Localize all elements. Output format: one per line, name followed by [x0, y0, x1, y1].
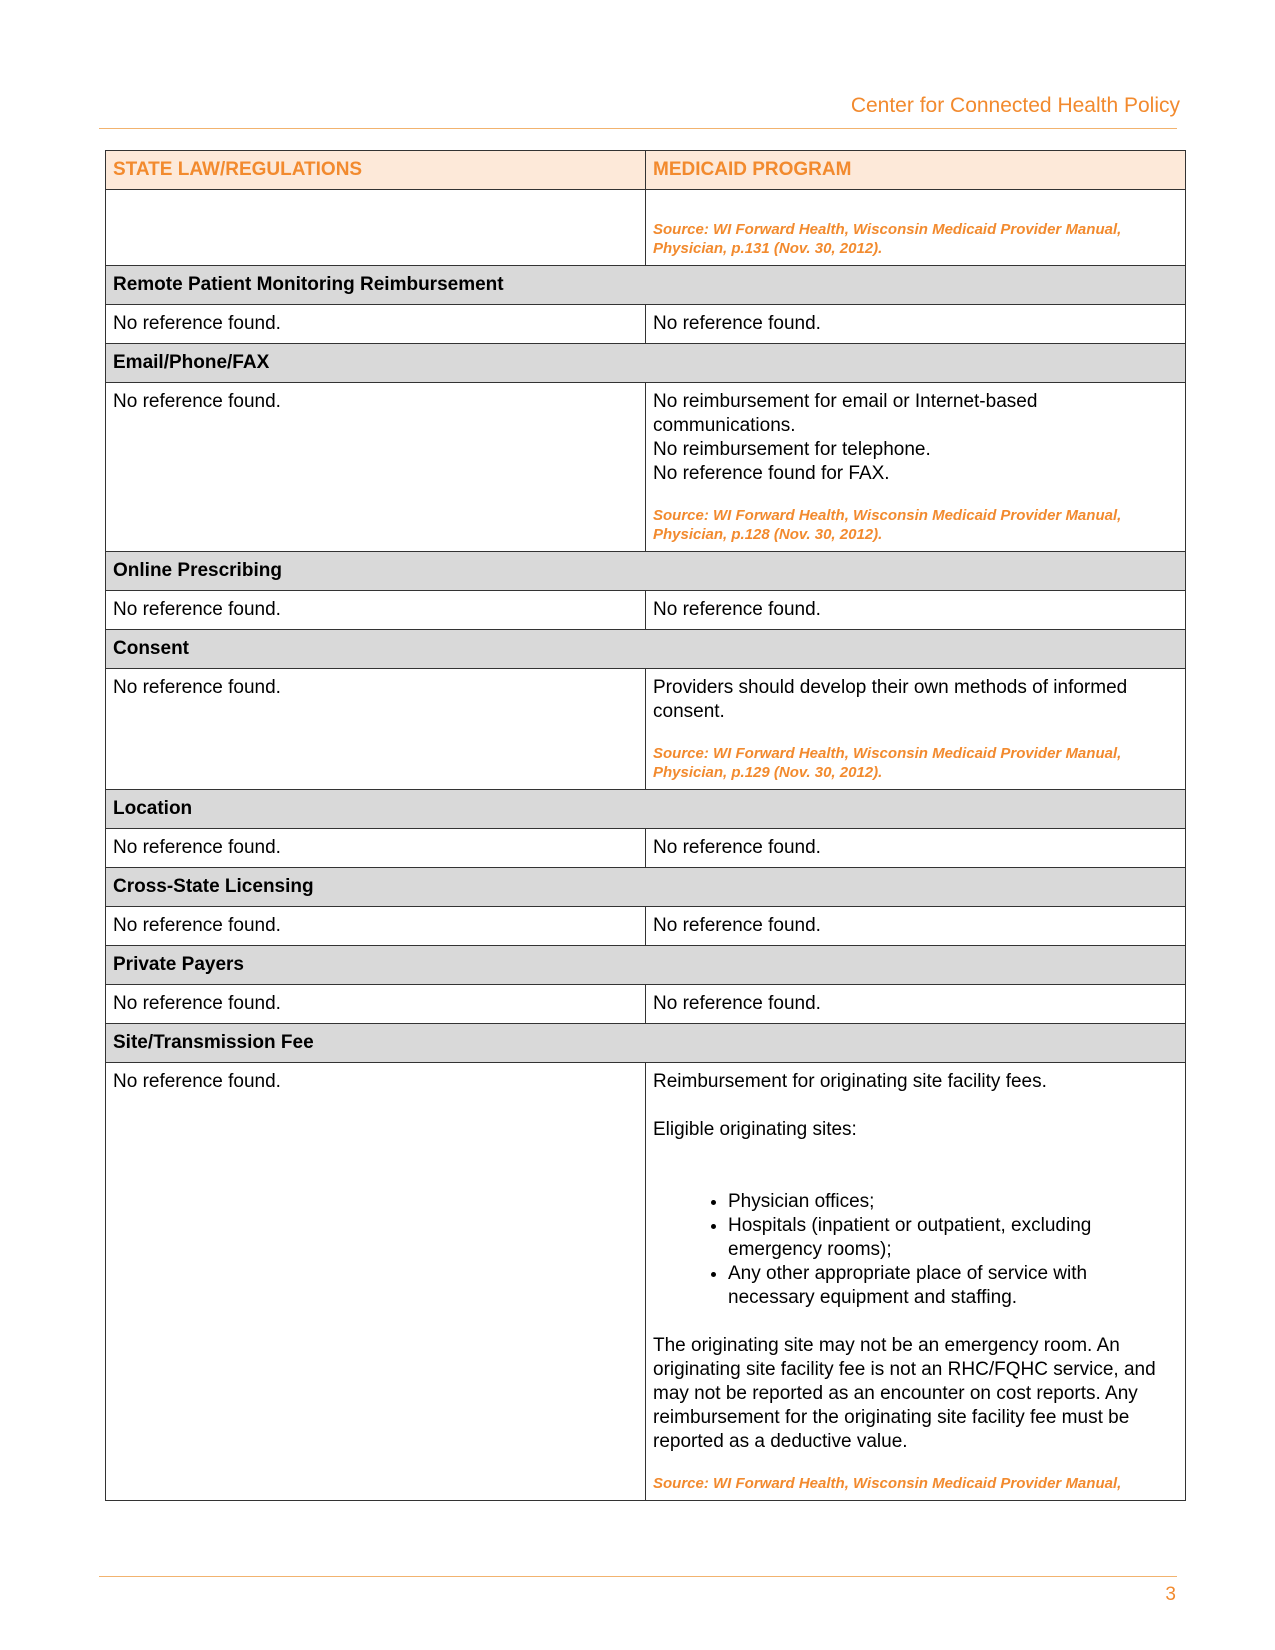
medicaid-cell: No reference found. [646, 305, 1186, 344]
state-cell: No reference found. [106, 1063, 646, 1501]
source-citation: Source: WI Forward Health, Wisconsin Medicaid Provider Manual, Physician, p.128 (Nov. 30, 2012). [653, 507, 1122, 543]
section-header-rpm [106, 266, 1186, 305]
medicaid-cell: No reference found. [646, 591, 1186, 630]
column-header-medicaid: MEDICAID PROGRAM [646, 151, 1186, 190]
state-cell: No reference found. [106, 985, 646, 1024]
section-title: Consent [106, 630, 1186, 669]
medicaid-cell [646, 383, 1186, 552]
state-cell [106, 190, 646, 266]
section-header-site-transmission-fee [106, 1024, 1186, 1063]
table-row [106, 383, 1186, 552]
table-row [106, 591, 1186, 630]
table-row [106, 907, 1186, 946]
medicaid-cell [646, 190, 1186, 266]
section-header-private-payers [106, 946, 1186, 985]
section-header-email [106, 344, 1186, 383]
eligible-sites-list [653, 1190, 1178, 1310]
section-title: Site/Transmission Fee [106, 1024, 1186, 1063]
state-cell: No reference found. [106, 383, 646, 552]
section-header-cross-state-licensing [106, 868, 1186, 907]
medicaid-cell: No reference found. [646, 907, 1186, 946]
source-citation: Source: WI Forward Health, Wisconsin Medicaid Provider Manual, [653, 1475, 1122, 1492]
section-title: Online Prescribing [106, 552, 1186, 591]
state-cell: No reference found. [106, 305, 646, 344]
state-cell: No reference found. [106, 591, 646, 630]
page-header-title: Center for Connected Health Policy [850, 94, 1180, 117]
medicaid-cell: No reference found. [646, 985, 1186, 1024]
section-title: Cross-State Licensing [106, 868, 1186, 907]
table-row [106, 305, 1186, 344]
section-title: Email/Phone/FAX [106, 344, 1186, 383]
table-row [106, 829, 1186, 868]
medicaid-text: Providers should develop their own methods of informed consent. [653, 677, 1128, 722]
state-cell: No reference found. [106, 669, 646, 790]
medicaid-line: No reimbursement for email or Internet-based communications. [653, 391, 1038, 436]
section-title: Remote Patient Monitoring Reimbursement [106, 266, 1186, 305]
list-item: • Any other appropriate place of service with necessary equipment and staffing. [728, 1262, 1178, 1310]
footer-rule [99, 1576, 1177, 1577]
medicaid-text: The originating site may not be an emergency room. An originating site facility fee is not an RHC/FQHC service, and may not be reported as an encounter on cost reports. Any reimbursement for the originating site facility fee must be reported as a deductive value. [653, 1335, 1156, 1452]
table-row [106, 1063, 1186, 1501]
section-header-online-prescribing [106, 552, 1186, 591]
section-title: Location [106, 790, 1186, 829]
medicaid-cell [646, 669, 1186, 790]
table-row [106, 669, 1186, 790]
medicaid-text: Reimbursement for originating site facility fees. [653, 1071, 1047, 1092]
list-item: • Hospitals (inpatient or outpatient, excluding emergency rooms); [728, 1214, 1178, 1262]
section-title: Private Payers [106, 946, 1186, 985]
column-header-row [106, 151, 1186, 190]
eligible-sites-label: Eligible originating sites: [653, 1119, 857, 1140]
table-row [106, 985, 1186, 1024]
section-header-location [106, 790, 1186, 829]
section-header-consent [106, 630, 1186, 669]
source-citation: Source: WI Forward Health, Wisconsin Medicaid Provider Manual, Physician, p.131 (Nov. 30, 2012). [653, 221, 1122, 257]
medicaid-line: No reimbursement for telephone. [653, 439, 931, 460]
medicaid-line: No reference found for FAX. [653, 463, 890, 484]
page-number: 3 [1165, 1584, 1176, 1605]
source-citation: Source: WI Forward Health, Wisconsin Medicaid Provider Manual, Physician, p.129 (Nov. 30, 2012). [653, 745, 1122, 781]
state-cell: No reference found. [106, 907, 646, 946]
state-cell: No reference found. [106, 829, 646, 868]
header-rule [99, 128, 1177, 129]
table-row [106, 190, 1186, 266]
column-header-state: STATE LAW/REGULATIONS [106, 151, 646, 190]
list-item: • Physician offices; [728, 1190, 1178, 1214]
medicaid-cell: No reference found. [646, 829, 1186, 868]
medicaid-cell [646, 1063, 1186, 1501]
policy-table [105, 150, 1186, 1501]
